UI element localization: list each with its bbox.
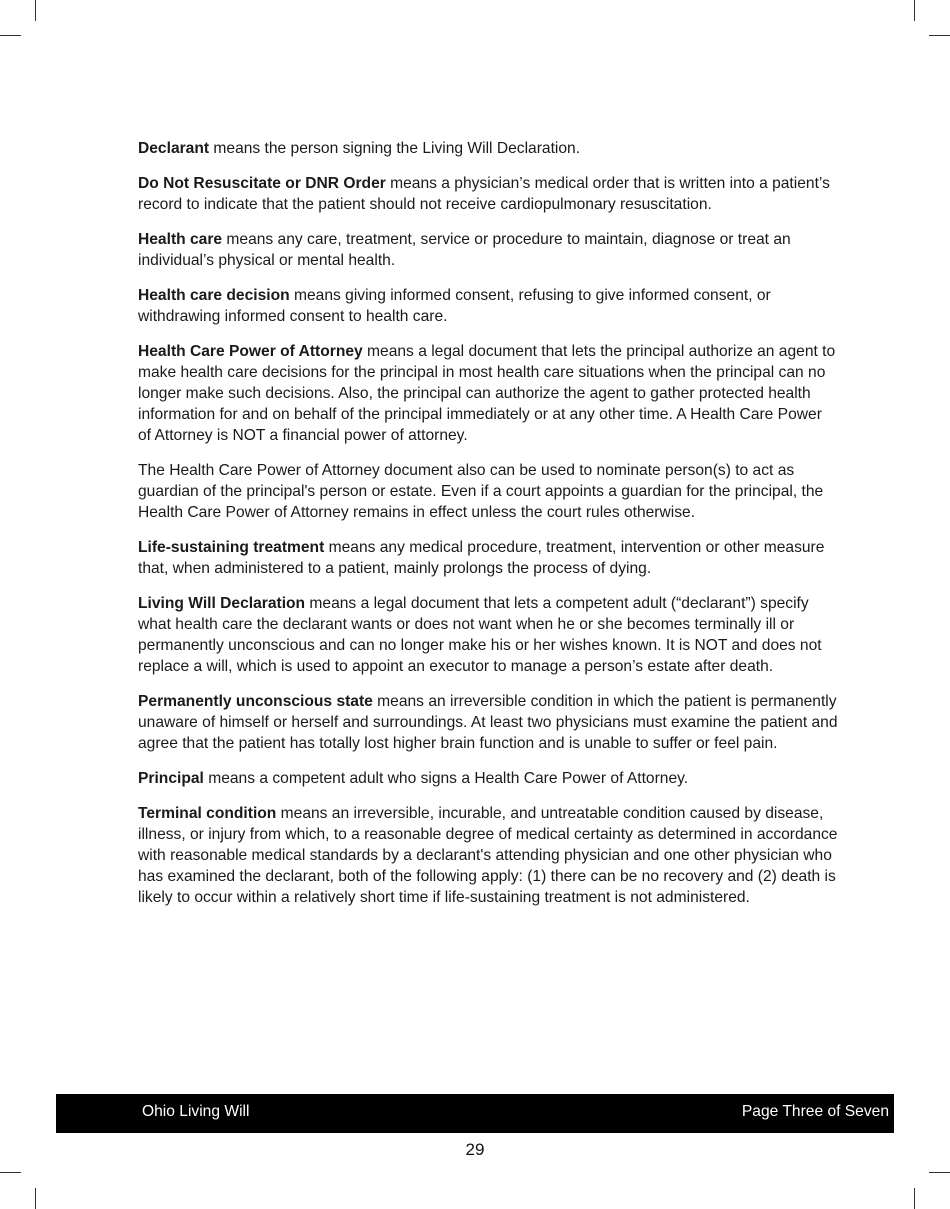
definition-text: means a physician’s medical order that is written into a patient’s record to indicate that the patient should not receive cardiopulmonary resuscitation. [138,175,830,213]
definition-text: means any medical procedure, treatment, intervention or other measure that, when administered to a patient, mainly prolongs the process of dying. [138,539,825,577]
definition-health-care-poa [138,341,838,446]
definition-term: Life-sustaining treatment [138,539,325,556]
definition-declarant [138,138,838,159]
definition-dnr-order [138,173,838,215]
definition-term: Living Will Declaration [138,595,306,612]
definition-health-care [138,229,838,271]
definition-term: Health Care Power of Attorney [138,343,363,360]
crop-mark [35,1188,36,1209]
definition-text: means an irreversible condition in which the patient is permanently unaware of himself or herself and surroundings. At least two physicians must examine the patient and agree that the patient has totally lost higher brain function and is unable to suffer or feel pain. [138,693,838,752]
definition-term: Health care decision [138,287,290,304]
definition-text: means a legal document that lets a competent adult (“declarant”) specify what health care the declarant wants or does not want when he or she becomes terminally ill or permanently unconscious and can no longer make his or her wishes known. It is NOT and does not replace a will, which is used to appoint an executor to manage a person’s estate after death. [138,595,822,675]
definition-text: The Health Care Power of Attorney document also can be used to nominate person(s) to act as guardian of the principal's person or estate. Even if a court appoints a guardian for the principal, the Health Care Power of Attorney remains in effect unless the court rules otherwise. [138,462,824,521]
crop-mark [929,1172,950,1173]
definition-health-care-decision [138,285,838,327]
crop-mark [0,35,21,36]
definition-text: means any care, treatment, service or procedure to maintain, diagnose or treat an individual’s physical or mental health. [138,231,791,269]
definition-principal [138,768,838,789]
definition-permanently-unconscious-state [138,691,838,754]
definition-term: Health care [138,231,223,248]
health-care-poa-note [138,460,838,523]
definition-life-sustaining-treatment [138,537,838,579]
crop-mark [914,1188,915,1209]
definition-terminal-condition [138,803,838,908]
footer-document-title: Ohio Living Will [142,1103,250,1120]
definition-text: means a legal document that lets the principal authorize an agent to make health care decisions for the principal in most health care situations when the principal can no longer make such decisions. Also, the principal can authorize the agent to gather protected health information for and on behalf of the principal immediately or at any other time. A Health Care Power of Attorney is NOT a financial power of attorney. [138,343,836,444]
definition-text: means the person signing the Living Will Declaration. [209,140,581,157]
definitions-section [138,138,838,922]
definition-term: Principal [138,770,204,787]
definition-term: Declarant [138,140,210,157]
definition-term: Do Not Resuscitate or DNR Order [138,175,386,192]
footer-page-label: Page Three of Seven [741,1103,889,1120]
crop-mark [35,0,36,21]
crop-mark [0,1172,21,1173]
footer-bar [56,1094,894,1133]
definition-living-will-declaration [138,593,838,677]
definition-text: means a competent adult who signs a Health Care Power of Attorney. [203,770,689,787]
crop-mark [914,0,915,21]
page-number: 29 [465,1140,485,1159]
definition-term: Terminal condition [138,805,277,822]
crop-mark [929,35,950,36]
definition-term: Permanently unconscious state [138,693,373,710]
definition-text: means an irreversible, incurable, and untreatable condition caused by disease, illness, or injury from which, to a reasonable degree of medical certainty as determined in accordance with reasonable medical standards by a declarant's attending physician and one other physician who has examined the declarant, both of the following apply: (1) there can be no recovery and (2) death is likely to occur within a relatively short time if life-sustaining treatment is not administered. [138,805,838,906]
definition-text: means giving informed consent, refusing to give informed consent, or withdrawing informed consent to health care. [138,287,771,325]
